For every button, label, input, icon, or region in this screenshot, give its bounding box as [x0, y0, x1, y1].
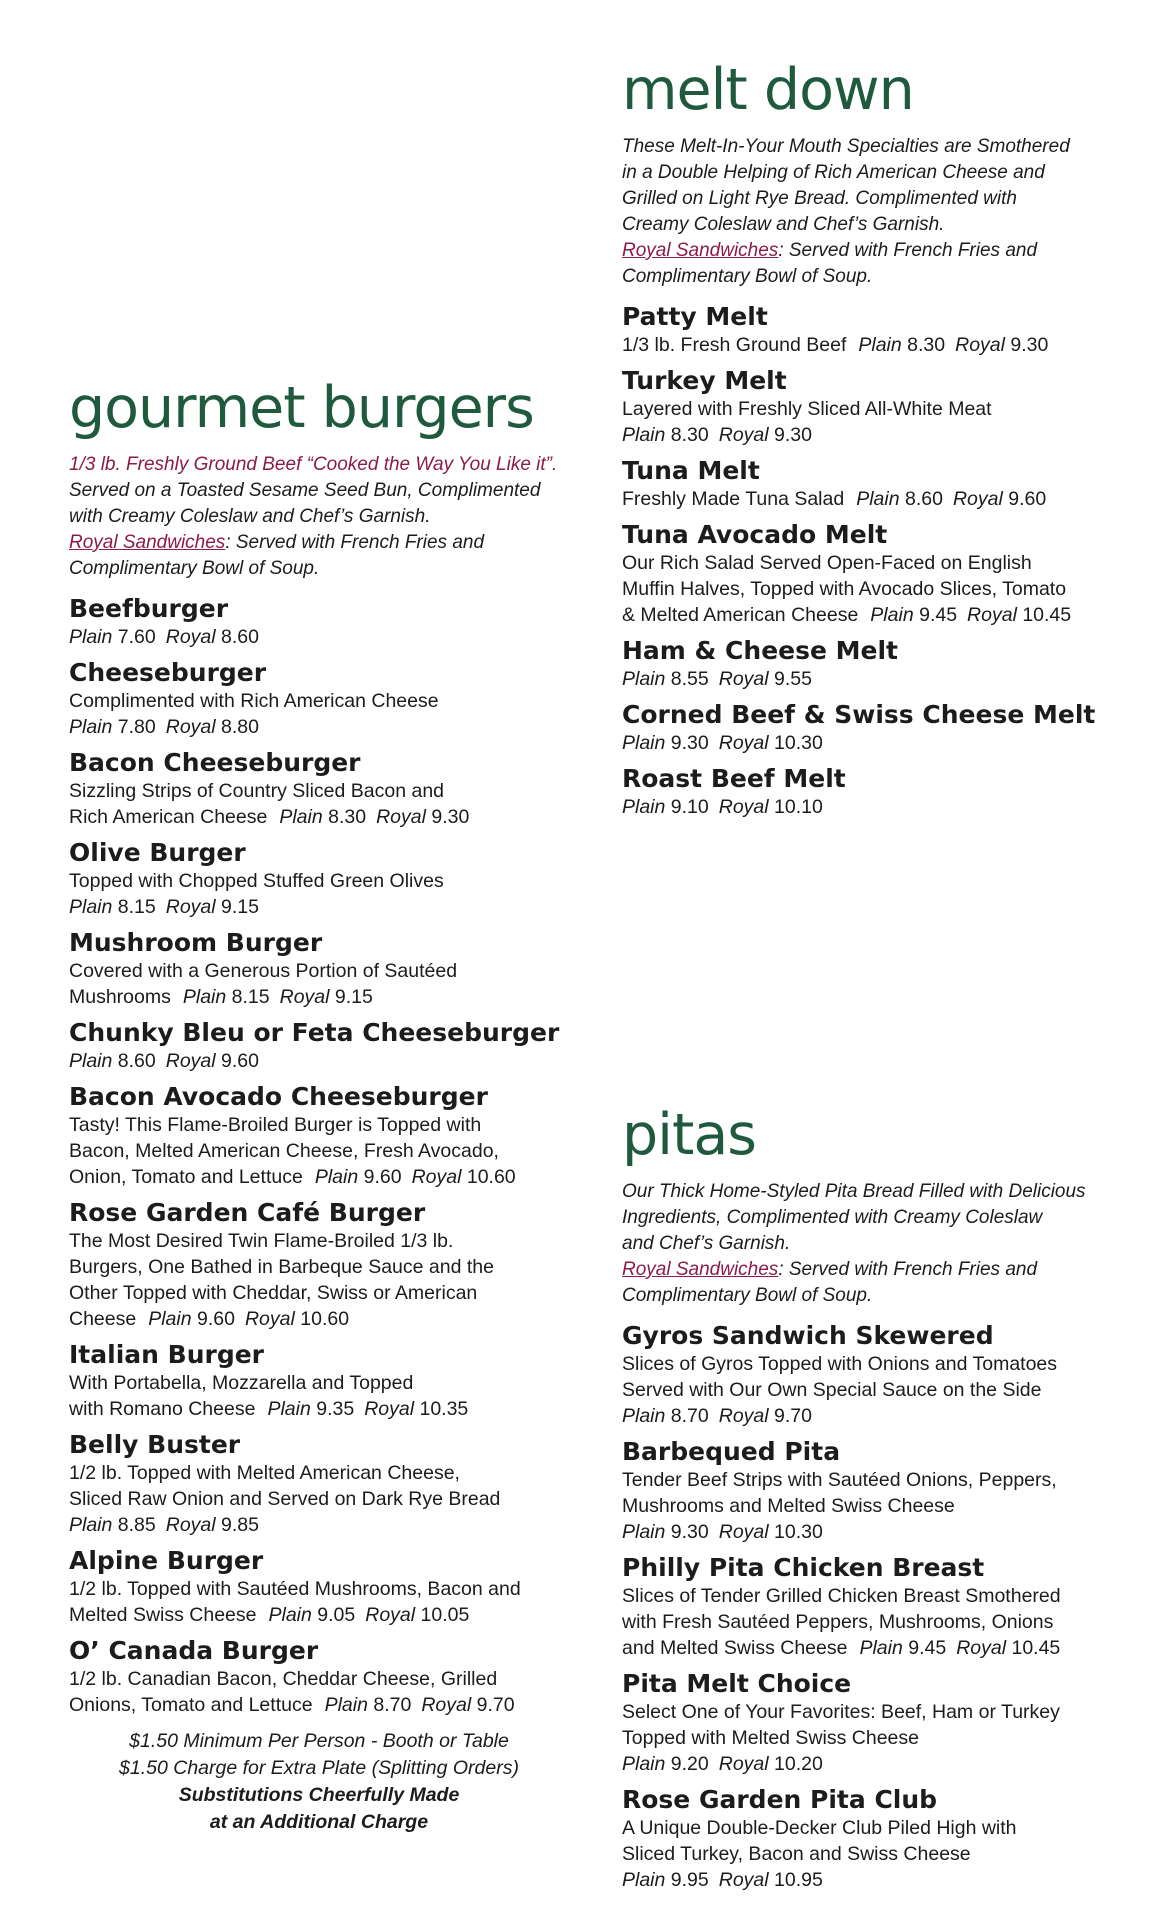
menu-item-description [622, 550, 1142, 628]
plain-price: 8.60 [905, 488, 943, 510]
royal-price: 9.15 [221, 896, 259, 918]
description-line [622, 1609, 1142, 1635]
menu-item-barbequed-pita [622, 1437, 1142, 1545]
plain-price: 8.60 [117, 1050, 156, 1072]
menu-item-pita-melt-choice [622, 1669, 1142, 1777]
royal-price: 10.95 [774, 1869, 823, 1891]
plain-price: 8.30 [907, 334, 946, 356]
menu-item-name: Olive Burger [69, 838, 246, 867]
gourmet-burgers-title: gourmet burgers [69, 375, 534, 441]
menu-item-description [622, 730, 1142, 756]
description-line [69, 1370, 569, 1396]
description-text: Onion, Tomato and Lettuce [69, 1166, 303, 1188]
plain-price: 9.60 [197, 1308, 235, 1330]
royal-label: Royal [718, 1753, 769, 1775]
menu-item-gyros-sandwich-skewered [622, 1321, 1142, 1429]
royal-price: 9.30 [774, 424, 812, 446]
royal-label: Royal [952, 488, 1003, 510]
royal-price: 10.20 [774, 1753, 823, 1775]
menu-item-description [69, 1370, 569, 1422]
royal-price: 9.30 [431, 806, 470, 828]
plain-price: 9.35 [316, 1398, 355, 1420]
price-line [69, 714, 569, 740]
melt-intro-line: Creamy Coleslaw and Chef’s Garnish. [622, 214, 945, 235]
melt-intro-line: Complimentary Bowl of Soup. [622, 266, 873, 287]
price-line [69, 1512, 569, 1538]
footer-substitutions: Substitutions Cheerfully Made [178, 1784, 460, 1806]
royal-label: Royal [718, 732, 769, 754]
royal-label: Royal [718, 424, 769, 446]
menu-item-belly-buster [69, 1430, 569, 1538]
plain-label: Plain [69, 716, 113, 738]
menu-item-rose-garden-caf-burger [69, 1198, 569, 1332]
price-line [69, 1048, 569, 1074]
footer-extra-plate: $1.50 Charge for Extra Plate (Splitting Orders) [119, 1757, 519, 1779]
plain-price: 8.15 [117, 896, 156, 918]
royal-price: 10.30 [774, 732, 823, 754]
pita-intro-line: and Chef’s Garnish. [622, 1233, 791, 1254]
price-line [622, 422, 1142, 448]
description-line [69, 1138, 569, 1164]
description-line [622, 486, 1142, 512]
price-line [622, 730, 1142, 756]
menu-item-name: Corned Beef & Swiss Cheese Melt [622, 700, 1096, 729]
description-line [622, 602, 1142, 628]
plain-label: Plain [182, 986, 227, 1008]
description-text: Other Topped with Cheddar, Swiss or American [69, 1282, 478, 1304]
footer-additional-charge: at an Additional Charge [209, 1811, 429, 1833]
menu-item-description [622, 1467, 1142, 1545]
pitas-title: pitas [622, 1102, 756, 1168]
menu-item-name: Turkey Melt [622, 366, 787, 395]
royal-label: Royal [718, 668, 769, 690]
menu-item-description [69, 688, 569, 740]
menu-item-name: Bacon Avocado Cheeseburger [69, 1082, 488, 1111]
menu-item-name: Pita Melt Choice [622, 1669, 852, 1698]
plain-label: Plain [69, 896, 113, 918]
description-line [69, 1576, 569, 1602]
menu-item-name: Alpine Burger [69, 1546, 264, 1575]
royal-label: Royal [376, 806, 426, 828]
menu-item-name: Roast Beef Melt [622, 764, 846, 793]
menu-item-chunky-bleu-or-feta-cheeseburger [69, 1018, 569, 1074]
menu-item-roast-beef-melt [622, 764, 1142, 820]
royal-price: 10.30 [774, 1521, 823, 1543]
plain-price: 8.30 [328, 806, 367, 828]
description-line [69, 1228, 569, 1254]
description-text: Sizzling Strips of Country Sliced Bacon and [69, 780, 445, 802]
melt-intro-line: Grilled on Light Rye Bread. Complimented with [622, 188, 1017, 209]
description-line [69, 1112, 569, 1138]
royal-label: Royal [165, 1514, 216, 1536]
description-line [69, 1460, 569, 1486]
description-text: Covered with a Generous Portion of Sautéed [69, 960, 458, 982]
plain-price: 8.70 [670, 1405, 709, 1427]
menu-item-description [69, 1460, 569, 1538]
pita-intro-line: Ingredients, Complimented with Creamy Coleslaw [622, 1207, 1043, 1228]
description-text: & Melted American Cheese [622, 604, 859, 626]
plain-label: Plain [69, 626, 113, 648]
menu-item-description [69, 1666, 569, 1718]
plain-label: Plain [324, 1694, 368, 1716]
description-line [69, 804, 569, 830]
menu-item-name: Cheeseburger [69, 658, 267, 687]
description-line [69, 1306, 569, 1332]
plain-price: 9.45 [919, 604, 958, 626]
royal-label: Royal [718, 796, 769, 818]
description-text: Topped with Melted Swiss Cheese [622, 1727, 919, 1749]
menu-item-description [69, 868, 569, 920]
gourmet-burgers-items [69, 594, 569, 1718]
pita-intro-line: Complimentary Bowl of Soup. [622, 1285, 873, 1306]
menu-item-name: O’ Canada Burger [69, 1636, 319, 1665]
menu-item-description [622, 666, 1142, 692]
price-line [69, 894, 569, 920]
plain-label: Plain [69, 1514, 113, 1536]
description-text: Bacon, Melted American Cheese, Fresh Avocado, [69, 1140, 499, 1162]
description-line [69, 1666, 569, 1692]
menu-item-description [622, 1351, 1142, 1429]
description-line [622, 1583, 1142, 1609]
description-text: Burgers, One Bathed in Barbeque Sauce and the [69, 1256, 494, 1278]
menu-item-description [622, 1815, 1142, 1893]
plain-label: Plain [858, 334, 902, 356]
description-line [69, 984, 569, 1010]
melt-down-items [622, 302, 1142, 820]
plain-label: Plain [622, 1753, 666, 1775]
menu-item-description [622, 486, 1142, 512]
plain-price: 9.95 [670, 1869, 709, 1891]
description-line [69, 1164, 569, 1190]
description-text: Slices of Gyros Topped with Onions and Tomatoes [622, 1353, 1058, 1375]
burger-intro-line: : Served with French Fries and [225, 532, 485, 553]
royal-price: 8.60 [221, 626, 259, 648]
royal-price: 10.60 [466, 1166, 516, 1188]
royal-price: 9.85 [221, 1514, 259, 1536]
menu-item-patty-melt [622, 302, 1142, 358]
price-line [622, 1867, 1142, 1893]
menu-item-description [69, 1048, 569, 1074]
plain-label: Plain [622, 668, 666, 690]
menu-item-name: Patty Melt [622, 302, 768, 331]
royal-price: 9.70 [774, 1405, 812, 1427]
plain-label: Plain [268, 1604, 312, 1626]
description-text: Our Rich Salad Served Open-Faced on English [622, 552, 1032, 574]
description-text: Onions, Tomato and Lettuce [69, 1694, 313, 1716]
melt-intro-line: in a Double Helping of Rich American Cheese and [622, 162, 1045, 183]
plain-price: 9.10 [670, 796, 709, 818]
royal-price: 10.45 [1022, 604, 1072, 626]
royal-price: 9.30 [1010, 334, 1049, 356]
description-text: A Unique Double-Decker Club Piled High with [622, 1817, 1017, 1839]
menu-item-mushroom-burger [69, 928, 569, 1010]
description-text: Tender Beef Strips with Sautéed Onions, Peppers, [622, 1469, 1057, 1491]
price-line [622, 1403, 1142, 1429]
royal-price: 10.10 [774, 796, 823, 818]
plain-label: Plain [859, 1637, 903, 1659]
menu-item-description [622, 1583, 1142, 1661]
burgers-footer-note [69, 1728, 569, 1836]
pita-intro-line: : Served with French Fries and [778, 1259, 1038, 1280]
description-text: 1/2 lb. Topped with Sautéed Mushrooms, Bacon and [69, 1578, 521, 1600]
price-line [622, 794, 1142, 820]
description-text: 1/3 lb. Fresh Ground Beef [622, 334, 847, 356]
description-text: with Fresh Sautéed Peppers, Mushrooms, Onions [622, 1611, 1054, 1633]
royal-sandwiches-link[interactable]: Royal Sandwiches [622, 240, 779, 261]
royal-label: Royal [956, 1637, 1007, 1659]
description-text: Served with Our Own Special Sauce on the Side [622, 1379, 1042, 1401]
description-text: Mushrooms and Melted Swiss Cheese [622, 1495, 955, 1517]
description-text: Melted Swiss Cheese [69, 1604, 257, 1626]
menu-item-o-canada-burger [69, 1636, 569, 1718]
description-line [69, 778, 569, 804]
burger-intro-line: with Creamy Coleslaw and Chef’s Garnish. [69, 506, 431, 527]
royal-label: Royal [165, 716, 216, 738]
menu-item-turkey-melt [622, 366, 1142, 448]
description-line [69, 1602, 569, 1628]
royal-sandwiches-link[interactable]: Royal Sandwiches [622, 1259, 779, 1280]
royal-price: 9.60 [221, 1050, 259, 1072]
description-text: with Romano Cheese [69, 1398, 256, 1420]
plain-price: 9.45 [908, 1637, 947, 1659]
plain-price: 9.30 [670, 732, 709, 754]
plain-label: Plain [622, 1405, 666, 1427]
burger-intro-line: Served on a Toasted Sesame Seed Bun, Complimented [69, 480, 541, 501]
menu-item-name: Mushroom Burger [69, 928, 323, 957]
plain-label: Plain [622, 796, 666, 818]
royal-label: Royal [718, 1521, 769, 1543]
plain-label: Plain [622, 1521, 666, 1543]
plain-price: 9.05 [317, 1604, 356, 1626]
description-text: Select One of Your Favorites: Beef, Ham or Turkey [622, 1701, 1060, 1723]
pitas-items [622, 1321, 1142, 1893]
description-line [622, 1725, 1142, 1751]
menu-item-tuna-melt [622, 456, 1142, 512]
menu-item-description [69, 1112, 569, 1190]
royal-label: Royal [955, 334, 1005, 356]
menu-item-corned-beef-swiss-cheese-melt [622, 700, 1142, 756]
pitas-section [622, 1102, 1142, 1901]
gourmet-burgers-section [69, 375, 569, 1836]
menu-item-description [622, 332, 1142, 358]
plain-price: 8.70 [373, 1694, 412, 1716]
royal-label: Royal [165, 896, 216, 918]
menu-item-name: Tuna Avocado Melt [622, 520, 888, 549]
royal-price: 9.55 [774, 668, 812, 690]
description-text: Rich American Cheese [69, 806, 268, 828]
description-line [622, 1467, 1142, 1493]
description-text: Cheese [69, 1308, 137, 1330]
description-text: 1/2 lb. Topped with Melted American Cheese, [69, 1462, 460, 1484]
price-line [69, 624, 569, 650]
burger-intro-line: Complimentary Bowl of Soup. [69, 558, 320, 579]
description-text: Tasty! This Flame-Broiled Burger is Topped with [69, 1114, 482, 1136]
royal-label: Royal [718, 1869, 769, 1891]
description-text: Slices of Tender Grilled Chicken Breast Smothered [622, 1585, 1061, 1607]
menu-item-description [69, 958, 569, 1010]
price-line [622, 1751, 1142, 1777]
menu-item-bacon-cheeseburger [69, 748, 569, 830]
menu-item-olive-burger [69, 838, 569, 920]
menu-item-cheeseburger [69, 658, 569, 740]
royal-label: Royal [279, 986, 330, 1008]
melt-down-section [622, 57, 1142, 828]
description-line [69, 958, 569, 984]
royal-label: Royal [165, 626, 216, 648]
royal-label: Royal [718, 1405, 769, 1427]
description-text: Sliced Turkey, Bacon and Swiss Cheese [622, 1843, 971, 1865]
menu-item-description [622, 396, 1142, 448]
plain-price: 7.60 [117, 626, 156, 648]
price-line [622, 1519, 1142, 1545]
description-line [622, 396, 1142, 422]
plain-label: Plain [622, 732, 666, 754]
plain-price: 8.55 [670, 668, 709, 690]
description-text: With Portabella, Mozzarella and Topped [69, 1372, 414, 1394]
royal-price: 10.35 [419, 1398, 469, 1420]
menu-item-name: Rose Garden Pita Club [622, 1785, 938, 1814]
menu-item-description [69, 1576, 569, 1628]
royal-price: 9.70 [476, 1694, 515, 1716]
description-text: Mushrooms [69, 986, 171, 1008]
description-line [622, 1377, 1142, 1403]
pitas-intro [622, 1179, 1142, 1309]
description-text: 1/2 lb. Canadian Bacon, Cheddar Cheese, Grilled [69, 1668, 498, 1690]
plain-price: 7.80 [117, 716, 156, 738]
plain-label: Plain [622, 1869, 666, 1891]
description-line [69, 1486, 569, 1512]
menu-item-name: Ham & Cheese Melt [622, 636, 899, 665]
description-line [622, 1699, 1142, 1725]
menu-item-description [69, 778, 569, 830]
description-line [622, 1841, 1142, 1867]
menu-item-description [622, 1699, 1142, 1777]
description-text: Complimented with Rich American Cheese [69, 690, 439, 712]
menu-item-philly-pita-chicken-breast [622, 1553, 1142, 1661]
plain-label: Plain [69, 1050, 113, 1072]
royal-label: Royal [421, 1694, 472, 1716]
melt-down-title: melt down [622, 57, 914, 123]
menu-item-name: Chunky Bleu or Feta Cheeseburger [69, 1018, 560, 1047]
royal-label: Royal [165, 1050, 216, 1072]
description-line [69, 1280, 569, 1306]
menu-item-name: Rose Garden Café Burger [69, 1198, 426, 1227]
description-text: Topped with Chopped Stuffed Green Olives [69, 870, 444, 892]
menu-item-bacon-avocado-cheeseburger [69, 1082, 569, 1190]
description-text: Muffin Halves, Topped with Avocado Slices, Tomato [622, 578, 1067, 600]
description-line [622, 1815, 1142, 1841]
description-line [622, 332, 1142, 358]
menu-item-name: Beefburger [69, 594, 229, 623]
description-line [622, 576, 1142, 602]
description-line [69, 1396, 569, 1422]
description-line [69, 868, 569, 894]
menu-item-name: Barbequed Pita [622, 1437, 841, 1466]
description-line [69, 1254, 569, 1280]
menu-item-rose-garden-pita-club [622, 1785, 1142, 1893]
plain-label: Plain [148, 1308, 192, 1330]
melt-intro-line: : Served with French Fries and [778, 240, 1038, 261]
description-text: and Melted Swiss Cheese [622, 1637, 848, 1659]
menu-item-name: Gyros Sandwich Skewered [622, 1321, 994, 1350]
menu-item-name: Philly Pita Chicken Breast [622, 1553, 985, 1582]
royal-price: 10.05 [420, 1604, 470, 1626]
plain-price: 9.20 [670, 1753, 709, 1775]
menu-item-beefburger [69, 594, 569, 650]
plain-label: Plain [870, 604, 914, 626]
plain-price: 8.15 [231, 986, 270, 1008]
royal-label: Royal [364, 1398, 415, 1420]
menu-item-name: Italian Burger [69, 1340, 264, 1369]
plain-label: Plain [622, 424, 666, 446]
royal-label: Royal [365, 1604, 416, 1626]
burger-intro-accent: 1/3 lb. Freshly Ground Beef “Cooked the Way You Like it”. [69, 454, 558, 475]
description-line [622, 550, 1142, 576]
description-text: Freshly Made Tuna Salad [622, 488, 845, 510]
menu-item-description [69, 1228, 569, 1332]
royal-sandwiches-link[interactable]: Royal Sandwiches [69, 532, 226, 553]
royal-price: 9.60 [1008, 488, 1047, 510]
plain-label: Plain [267, 1398, 311, 1420]
menu-item-name: Belly Buster [69, 1430, 241, 1459]
royal-label: Royal [411, 1166, 462, 1188]
plain-price: 9.30 [670, 1521, 709, 1543]
description-text: Layered with Freshly Sliced All-White Meat [622, 398, 992, 420]
melt-intro-line: These Melt-In-Your Mouth Specialties are Smothered [622, 136, 1070, 157]
royal-price: 9.15 [334, 986, 373, 1008]
menu-item-italian-burger [69, 1340, 569, 1422]
pita-intro-line: Our Thick Home-Styled Pita Bread Filled with Delicious [622, 1181, 1086, 1202]
description-line [622, 1351, 1142, 1377]
description-line [622, 1493, 1142, 1519]
gourmet-burgers-intro [69, 452, 569, 582]
plain-price: 8.85 [117, 1514, 156, 1536]
description-line [69, 1692, 569, 1718]
plain-price: 9.60 [363, 1166, 402, 1188]
royal-price: 8.80 [221, 716, 259, 738]
menu-item-ham-cheese-melt [622, 636, 1142, 692]
description-text: Sliced Raw Onion and Served on Dark Rye Bread [69, 1488, 501, 1510]
menu-item-name: Tuna Melt [622, 456, 760, 485]
menu-item-alpine-burger [69, 1546, 569, 1628]
description-line [69, 688, 569, 714]
footer-minimum: $1.50 Minimum Per Person - Booth or Table [129, 1730, 509, 1752]
royal-label: Royal [967, 604, 1017, 626]
plain-label: Plain [314, 1166, 359, 1188]
description-text: The Most Desired Twin Flame-Broiled 1/3 lb. [69, 1230, 454, 1252]
melt-down-intro [622, 134, 1142, 290]
royal-label: Royal [244, 1308, 295, 1330]
plain-label: Plain [279, 806, 323, 828]
royal-price: 10.60 [300, 1308, 350, 1330]
menu-item-tuna-avocado-melt [622, 520, 1142, 628]
menu-item-description [622, 794, 1142, 820]
plain-price: 8.30 [670, 424, 709, 446]
menu-item-name: Bacon Cheeseburger [69, 748, 361, 777]
royal-price: 10.45 [1011, 1637, 1061, 1659]
price-line [622, 666, 1142, 692]
plain-label: Plain [856, 488, 900, 510]
menu-item-description [69, 624, 569, 650]
description-line [622, 1635, 1142, 1661]
